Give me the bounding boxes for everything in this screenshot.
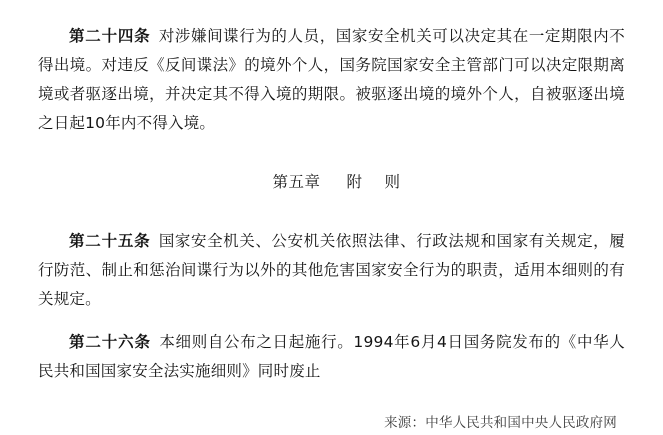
article-number: 第二十六条 xyxy=(69,333,151,351)
source-line xyxy=(38,412,625,434)
spacer-block xyxy=(38,314,625,328)
spacer-block xyxy=(38,386,625,412)
article-text: 对涉嫌间谍行为的人员，国家安全机关可以决定其在一定期限内不得出境。对违反《反间谍法》的境外个人，国务院国家安全主管部门可以决定限期离境或者驱逐出境，并决定其不得入境的期限。被驱逐出境的境外个人，自被驱逐出境之日起10年内不得入境。 xyxy=(38,27,625,132)
chapter-suffix: 则 xyxy=(384,173,401,191)
article-number: 第二十四条 xyxy=(69,27,151,45)
article-text: 国家安全机关、公安机关依照法律、行政法规和国家有关规定，履行防范、制止和惩治间谍行为以外的其他危害国家安全行为的职责，适用本细则的有关规定。 xyxy=(38,232,625,308)
article-number: 第二十五条 xyxy=(69,232,151,250)
chapter-heading xyxy=(38,168,625,197)
article-text: 本细则自公布之日起施行。1994年6月4日国务院发布的《中华人民共和国国家安全法实施细则》同时废止 xyxy=(38,333,625,380)
article-paragraph xyxy=(38,328,625,386)
spacer-block xyxy=(38,197,625,227)
spacer-block xyxy=(38,138,625,168)
article-paragraph xyxy=(38,22,625,138)
article-paragraph xyxy=(38,227,625,314)
chapter-subtitle: 附 xyxy=(346,173,363,191)
source-label: 来源： xyxy=(384,415,426,431)
chapter-title: 第五章 xyxy=(272,173,321,191)
source-value: 中华人民共和国中央人民政府网 xyxy=(425,415,617,431)
